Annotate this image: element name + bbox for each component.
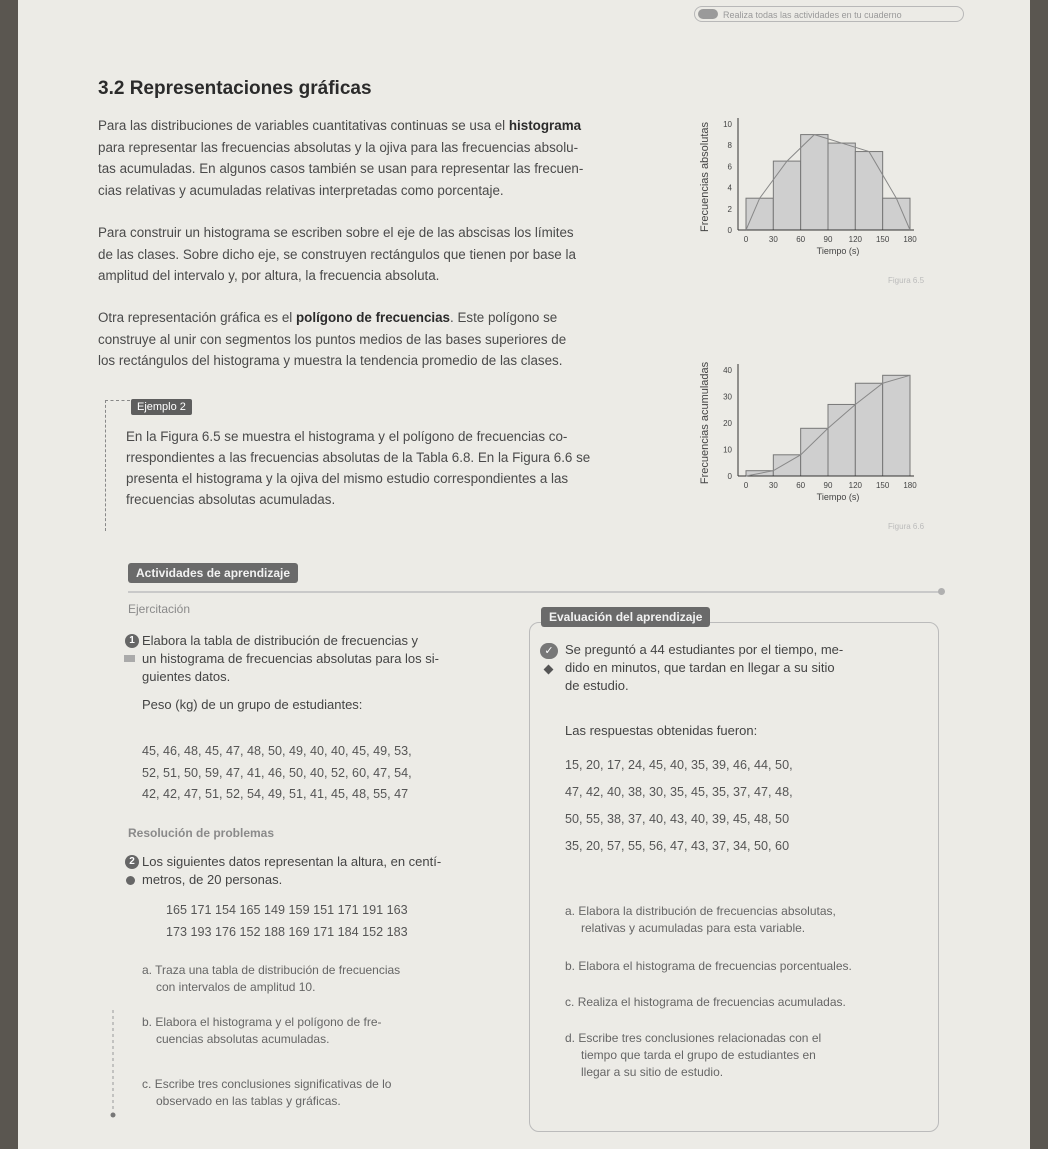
- chart1-xtick: 150: [875, 235, 890, 244]
- paragraph-polygon: [98, 307, 668, 372]
- evaluation-intro: [565, 641, 935, 695]
- chart1-bar: [855, 152, 882, 230]
- eval-item-b: b. Elabora el histograma de frecuencias porcentuales.: [565, 959, 852, 973]
- q1-line-2: guientes datos.: [142, 669, 231, 684]
- chart1-xtick: 180: [903, 235, 917, 244]
- chart1-xtick: 30: [768, 235, 778, 244]
- eval-intro-line-2: de estudio.: [565, 678, 629, 693]
- q1-line-0: Elabora la tabla de distribución de frecuencias y: [142, 633, 419, 648]
- chart1-ytick: 4: [727, 183, 732, 193]
- eval-item-a: a. Elabora la distribución de frecuencias absolutas, relativas y acumuladas para esta variable.: [565, 904, 836, 935]
- chart2-bar: [883, 375, 910, 476]
- chart2-bar: [828, 404, 855, 476]
- chart2-xtick: 0: [743, 481, 749, 490]
- eval-item-c: c. Realiza el histograma de frecuencias acumuladas.: [565, 995, 846, 1009]
- chart2-xtick: 120: [848, 481, 863, 490]
- note-icon: [698, 9, 718, 19]
- chart1-xtick: 90: [823, 235, 833, 244]
- section-title: 3.2 Representaciones gráficas: [98, 78, 372, 99]
- chart2-xtick: 30: [768, 481, 778, 490]
- eval-intro-line-1: dido en minutos, que tardan en llegar a su sitio: [565, 660, 835, 675]
- chart1-bar: [883, 198, 910, 230]
- answers-line-1: 47, 42, 40, 38, 30, 35, 45, 35, 37, 47, 48,: [565, 785, 793, 799]
- q1-data-line-1: 52, 51, 50, 59, 47, 41, 46, 50, 40, 52, 60, 47, 54,: [142, 765, 412, 780]
- chart2-xtick: 90: [823, 481, 833, 490]
- q2-line-0: Los siguientes datos representan la altura, en centí-: [142, 854, 442, 869]
- example-line-2: presenta el histograma y la ojiva del mismo estudio correspondientes a las: [126, 471, 569, 486]
- figure-6-6-chart: [678, 358, 928, 520]
- paragraph-histogram: [98, 115, 668, 201]
- q1-caption: Peso (kg) de un grupo de estudiantes:: [142, 697, 363, 712]
- chart1-bar: [746, 198, 773, 230]
- q1-data-line-2: 42, 42, 47, 51, 52, 54, 49, 51, 41, 45, 48, 55, 47: [142, 787, 409, 801]
- example-line-3: frecuencias absolutas acumuladas.: [126, 492, 336, 507]
- chart1-ytick: 2: [727, 204, 732, 214]
- para3-line-0: Otra representación gráfica es el polígono de frecuencias. Este polígono se: [98, 310, 558, 325]
- textbook-page: [18, 0, 1030, 1149]
- chart2-ytick: 20: [723, 419, 732, 428]
- q2-item-a: a. Traza una tabla de distribución de frecuencias con intervalos de amplitud 10.: [142, 963, 401, 994]
- para1-line-1: para representar las frecuencias absolutas y la ojiva para las frecuencias absolu-: [98, 139, 579, 155]
- difficulty-dot-icon: [126, 876, 135, 885]
- q1-line-1: un histograma de frecuencias absolutas para los si-: [142, 651, 439, 666]
- eval-intro-line-0: Se preguntó a 44 estudiantes por el tiempo, me-: [565, 642, 844, 657]
- para3-line-2: los rectángulos del histograma y muestra la tendencia promedio de las clases.: [98, 353, 563, 368]
- check-icon: ✓: [540, 643, 558, 659]
- chart2-ytick: 0: [727, 472, 732, 481]
- paragraph-construction: [98, 222, 668, 287]
- chart2-ytick: 10: [723, 445, 732, 455]
- chart2-xlabel: Tiempo (s): [816, 492, 860, 502]
- para1-line-0: Para las distribuciones de variables cuantitativas continuas se usa el histograma: [98, 118, 582, 133]
- ejercitacion-heading: Ejercitación: [128, 602, 191, 616]
- chart2-bar: [801, 428, 828, 476]
- para2-line-0: Para construir un histograma se escriben sobre el eje de las abscisas los límites: [98, 225, 574, 240]
- figure-6-5-chart: [678, 112, 928, 272]
- chart2-ytick: 40: [723, 366, 732, 375]
- chart2-bar: [855, 383, 882, 476]
- chart2-xtick: 150: [875, 481, 890, 490]
- question-2-number: 2: [125, 855, 139, 869]
- answers-line-2: 50, 55, 38, 37, 40, 43, 40, 39, 45, 48, 50: [565, 812, 790, 826]
- margin-decoration: [108, 1010, 118, 1120]
- answers-line-3: 35, 20, 57, 55, 56, 47, 43, 37, 34, 50, 60: [565, 839, 790, 853]
- difficulty-icon: [124, 655, 135, 662]
- chart1-ytick: 8: [727, 141, 732, 151]
- q1-data-line-0: 45, 46, 48, 45, 47, 48, 50, 49, 40, 40, 45, 49, 53,: [142, 744, 412, 758]
- answers-caption: Las respuestas obtenidas fueron:: [565, 723, 758, 738]
- chart1-ytick: 10: [723, 120, 732, 129]
- activities-badge: Actividades de aprendizaje: [128, 563, 298, 583]
- chart1-bar: [828, 143, 855, 230]
- q2-item-c: c. Escribe tres conclusiones significativas de lo observado en las tablas y gráficas.: [142, 1077, 392, 1108]
- chart2-ylabel: Frecuencias acumuladas: [699, 361, 711, 485]
- example-line-0: En la Figura 6.5 se muestra el histograma y el polígono de frecuencias co-: [126, 429, 568, 444]
- para2-line-2: amplitud del intervalo y, por altura, la frecuencia absoluta.: [98, 268, 440, 283]
- question-1-number: 1: [125, 634, 139, 648]
- q1-data: [142, 741, 412, 806]
- chart1-bar: [773, 161, 800, 230]
- para1-line-2: tas acumuladas. En algunos casos también se usan para representar las frecuen-: [98, 161, 584, 176]
- divider-dot-icon: [938, 588, 945, 595]
- para3-line-1: construye al unir con segmentos los puntos medios de las bases superiores de: [98, 331, 567, 347]
- chart2-xtick: 180: [903, 481, 917, 490]
- para1-line-3: cias relativas y acumuladas relativas interpretadas como porcentaje.: [98, 182, 504, 198]
- example-text: [126, 426, 671, 510]
- q2-data: [166, 900, 408, 943]
- activities-divider: [128, 591, 943, 593]
- chart1-ylabel: Frecuencias absolutas: [699, 121, 711, 233]
- q2-data-line-1: 173 193 176 152 188 169 171 184 152 183: [166, 924, 408, 939]
- top-note: [694, 6, 964, 22]
- para2-line-1: de las clases. Sobre dicho eje, se construyen rectángulos que tienen por base la: [98, 246, 576, 262]
- figure-6-5-label: Figura 6.5: [888, 276, 925, 285]
- eval-item-d: d. Escribe tres conclusiones relacionadas con el tiempo que tarda el grupo de estudiantes en llegar a su sitio de estudio.: [565, 1031, 822, 1079]
- question-2-text: [142, 853, 532, 889]
- example-badge: Ejemplo 2: [131, 399, 192, 415]
- answers-data: [565, 752, 793, 860]
- chart1-xlabel: Tiempo (s): [816, 246, 860, 256]
- q2-item-b: b. Elabora el histograma y el polígono de fre- cuencias absolutas acumuladas.: [142, 1015, 382, 1046]
- chart2-xtick: 60: [796, 481, 806, 490]
- figure-6-6-label: Figura 6.6: [888, 522, 925, 531]
- chart1-xtick: 60: [796, 235, 806, 244]
- example-line-1: rrespondientes a las frecuencias absolutas de la Tabla 6.8. En la Figura 6.6 se: [126, 450, 591, 465]
- chart1-bar: [801, 135, 828, 230]
- chart2-ytick: 30: [723, 392, 732, 402]
- resolucion-heading: Resolución de problemas: [128, 826, 275, 840]
- chart1-xtick: 120: [848, 235, 863, 244]
- q2-data-line-0: 165 171 154 165 149 159 151 171 191 163: [166, 903, 408, 917]
- question-1-text: [142, 632, 522, 686]
- chart1-ytick: 6: [727, 162, 732, 172]
- chart1-xtick: 0: [743, 235, 749, 244]
- chart2-bar: [773, 455, 800, 476]
- chart1-ytick: 0: [727, 226, 732, 235]
- evaluation-badge: Evaluación del aprendizaje: [541, 607, 710, 627]
- top-note-text: Realiza todas las actividades en tu cuaderno: [723, 10, 902, 20]
- q2-line-1: metros, de 20 personas.: [142, 872, 283, 887]
- answers-line-0: 15, 20, 17, 24, 45, 40, 35, 39, 46, 44, 50,: [565, 758, 793, 772]
